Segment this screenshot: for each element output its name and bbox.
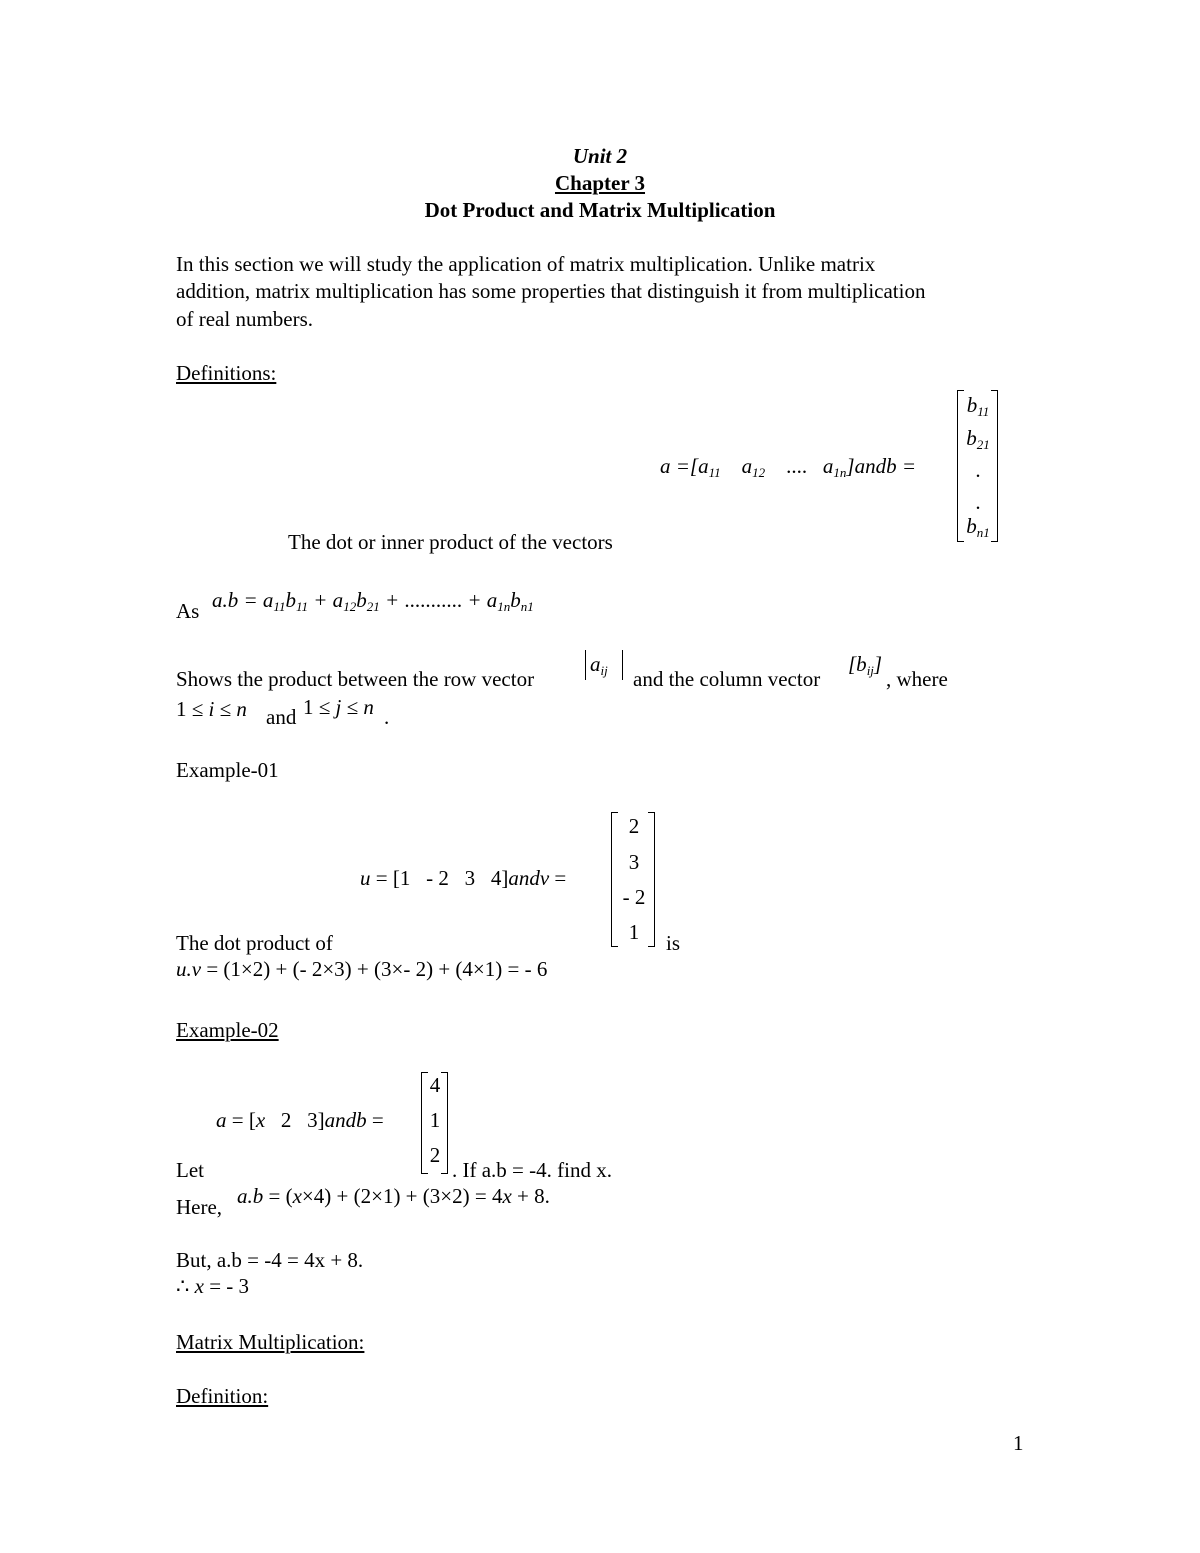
b-entry-4: .: [975, 490, 981, 514]
is-word: is: [666, 931, 681, 955]
column-vector-bij: $[b_{ij}]$: [848, 652, 883, 678]
dot-product-text: The dot or inner product of the vectors: [288, 530, 613, 554]
uv-result: u.v = (1×2) + (- 2×3) + (3×- 2) + (4×1) = - 6: [176, 957, 548, 981]
v-entry-4: 1: [628, 920, 640, 944]
b-entry-5: $b_{n1}$: [966, 514, 990, 540]
b-entry-1: $b_{11}$: [966, 393, 990, 419]
b2-entry-3: 2: [429, 1143, 441, 1167]
section-title: Dot Product and Matrix Multiplication: [424, 198, 776, 222]
let-word: Let: [176, 1158, 204, 1182]
row-vector-aij: $a_{ij}$: [590, 652, 608, 678]
b2-entry-2: 1: [429, 1108, 441, 1132]
example1-heading: Example-01: [176, 758, 279, 782]
b2-entry-1: 4: [429, 1073, 441, 1097]
v-entry-1: 2: [628, 814, 640, 838]
row-vec-left-bar: [585, 650, 586, 680]
shows-text-2: and the column vector: [633, 667, 821, 691]
example2-heading: Example-02: [176, 1018, 279, 1042]
here-word: Here,: [176, 1195, 223, 1219]
definition-heading: Definition:: [176, 1384, 269, 1408]
v-entry-3: - 2: [622, 885, 646, 909]
range-end: .: [384, 705, 390, 729]
shows-text-1: Shows the product between the row vector: [176, 667, 535, 691]
as-word: As: [176, 599, 200, 623]
v-entry-2: 3: [628, 850, 640, 874]
a-equation: a = [x 2 3]andb =: [216, 1108, 384, 1132]
page-number: 1: [1013, 1431, 1024, 1455]
b-entry-3: .: [975, 458, 981, 482]
intro-line-1: In this section we will study the application of matrix multiplication. Unlike matrix: [176, 252, 876, 276]
shows-text-3: , where: [886, 667, 948, 691]
therefore-line: ∴ x = - 3: [176, 1274, 250, 1298]
u-equation: u = [1 - 2 3 4]andv =: [360, 866, 567, 890]
range-i: 1 ≤ i ≤ n: [176, 697, 247, 721]
range-j: 1 ≤ j ≤ n: [303, 695, 374, 719]
definitions-heading: Definitions:: [176, 361, 277, 385]
unit-title: Unit 2: [572, 144, 628, 168]
here-formula: a.b = (x×4) + (2×1) + (3×2) = 4x + 8.: [237, 1184, 550, 1208]
b-entry-2: $b_{21}$: [966, 426, 990, 452]
dot-product-of-text: The dot product of: [176, 931, 333, 955]
chapter-title: Chapter 3: [554, 171, 646, 195]
and-word: and: [266, 705, 297, 729]
matrix-mult-heading: Matrix Multiplication:: [176, 1330, 365, 1354]
vector-a-equation: $a =[a_{11}$ $a_{12}$ .... $a_{1n}]andb$ =: [660, 454, 916, 480]
if-text: . If a.b = -4. find x.: [452, 1158, 612, 1182]
intro-line-2: addition, matrix multiplication has some properties that distinguish it from multiplication: [176, 279, 926, 303]
dot-product-formula: $a.b = a_{11}b_{11} + a_{12}b_{21}$ + ........... + $a_{1n}b_{n1}$: [212, 588, 534, 614]
row-vec-right-bar: [622, 650, 623, 680]
but-line: But, a.b = -4 = 4x + 8.: [176, 1248, 364, 1272]
intro-line-3: of real numbers.: [176, 307, 314, 331]
